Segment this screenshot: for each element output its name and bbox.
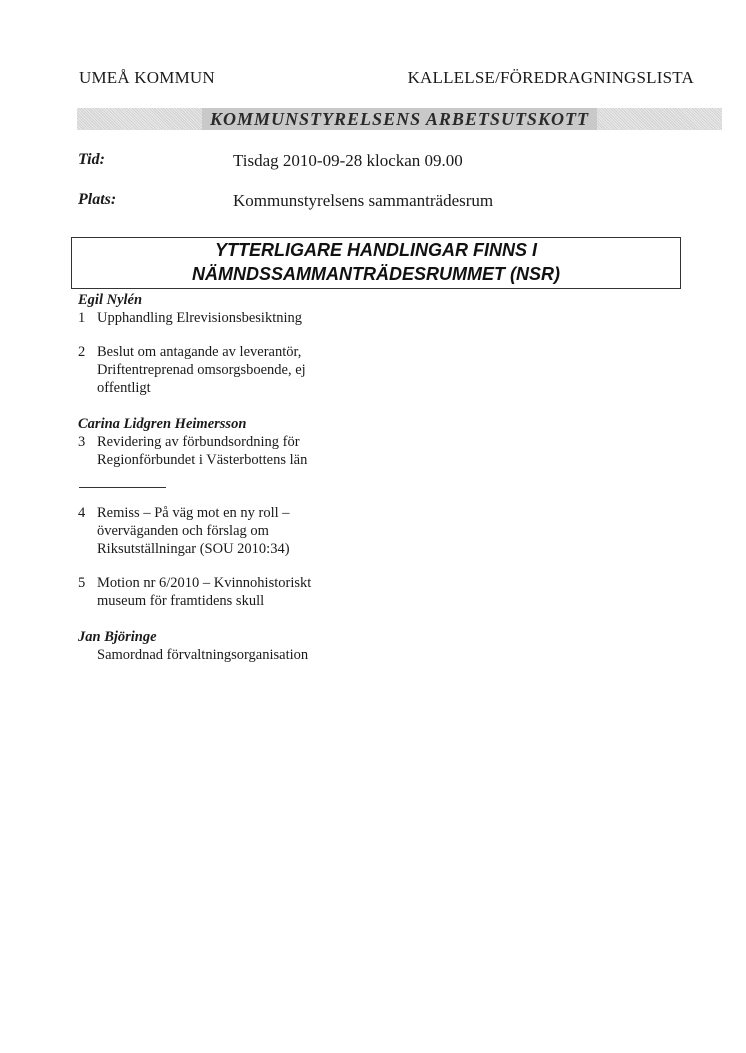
agenda-item <box>78 343 378 397</box>
place-label: Plats: <box>78 191 117 208</box>
item-number: 2 <box>78 344 86 360</box>
agenda-item <box>78 574 378 610</box>
notice-line-1: YTTERLIGARE HANDLINGAR FINNS I <box>215 240 537 260</box>
item-text: Samordnad förvaltningsorganisation <box>97 647 309 663</box>
committee-banner <box>77 108 722 130</box>
presenter-name: Jan Björinge <box>78 629 157 645</box>
agenda-item <box>78 433 378 469</box>
place-value: Kommunstyrelsens sammanträdesrum <box>233 191 494 210</box>
item-text: Upphandling Elrevisionsbesiktning <box>97 310 302 326</box>
committee-title: KOMMUNSTYRELSENS ARBETSUTSKOTT <box>202 108 597 130</box>
item-text: Remiss – På väg mot en ny roll – överväganden och förslag om Riksutställningar (SOU 2010:34) <box>97 505 290 557</box>
item-number: 1 <box>78 310 86 326</box>
item-number: 3 <box>78 434 86 450</box>
notice-box <box>71 237 681 289</box>
item-number: 5 <box>78 575 86 591</box>
item-text: Beslut om antagande av leverantör, Driftentreprenad omsorgsboende, ej offentligt <box>97 344 306 396</box>
notice-line-2: NÄMNDSSAMMANTRÄDESRUMMET (NSR) <box>192 264 560 284</box>
agenda-item <box>78 309 378 327</box>
item-number: 4 <box>78 505 86 521</box>
presenter-name: Carina Lidgren Heimersson <box>78 416 247 432</box>
item-text: Motion nr 6/2010 – Kvinnohistoriskt museum för framtidens skull <box>97 575 312 609</box>
agenda-list <box>78 291 378 664</box>
agenda-item <box>78 646 378 664</box>
document-type: KALLELSE/FÖREDRAGNINGSLISTA <box>407 68 694 87</box>
agenda-item <box>78 504 378 558</box>
time-label: Tid: <box>78 151 105 168</box>
time-value: Tisdag 2010-09-28 klockan 09.00 <box>233 151 463 170</box>
organization-name: UMEÅ KOMMUN <box>79 68 215 87</box>
presenter-name: Egil Nylén <box>78 292 143 308</box>
item-text: Revidering av förbundsordning för Regionförbundet i Västerbottens län <box>97 434 308 468</box>
